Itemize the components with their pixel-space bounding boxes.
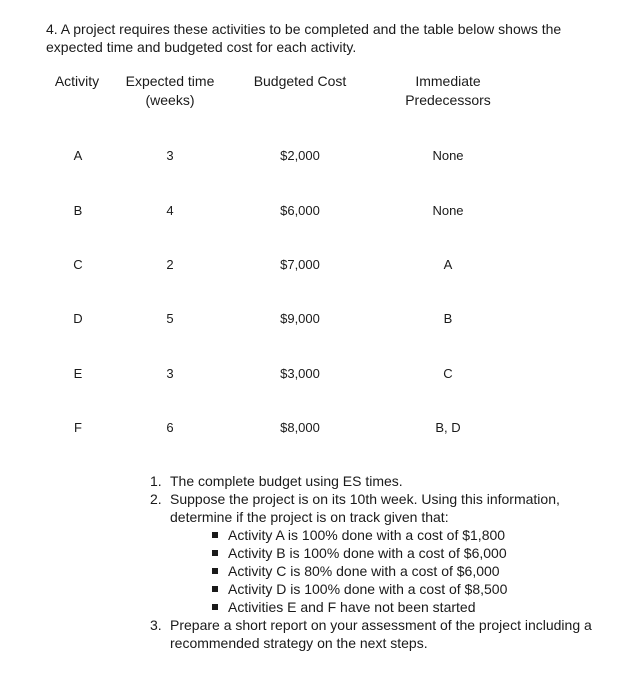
bullet-item <box>210 580 626 598</box>
square-bullet-icon <box>212 604 218 610</box>
bullet-item <box>210 544 626 562</box>
question-text: The complete budget using ES times. <box>170 473 403 489</box>
status-bullet-list <box>170 526 626 616</box>
table-row <box>0 364 638 384</box>
bullet-item <box>210 562 626 580</box>
bullet-text: Activity D is 100% done with a cost of $8,500 <box>228 581 508 597</box>
cell-cost: $9,000 <box>280 311 320 326</box>
question-list <box>146 472 626 652</box>
bullet-item <box>210 526 626 544</box>
header-expected-time <box>115 72 225 110</box>
cell-activity: C <box>73 257 83 272</box>
cell-cost: $8,000 <box>280 420 320 435</box>
question-item <box>146 490 626 616</box>
header-pred-line1: Immediate <box>415 73 481 89</box>
square-bullet-icon <box>212 568 218 574</box>
header-time-line2: (weeks) <box>145 92 195 108</box>
question-text: Suppose the project is on its 10th week. Using this information, determine if the project is on track given that: <box>170 491 560 525</box>
table-row <box>0 255 638 275</box>
header-predecessors <box>388 72 508 110</box>
table-row <box>0 146 638 166</box>
header-cost-label: Budgeted Cost <box>253 73 347 89</box>
cell-predecessors: B <box>443 311 453 326</box>
cell-activity: A <box>73 148 83 163</box>
question-text: Prepare a short report on your assessment of the project including a recommended strategy on the next steps. <box>170 617 592 651</box>
cell-activity: B <box>73 203 83 218</box>
cell-predecessors: C <box>443 366 453 381</box>
cell-activity: E <box>73 366 83 381</box>
cell-time: 2 <box>166 257 174 272</box>
header-time-line1: Expected time <box>125 73 215 89</box>
question-number: 1. <box>150 473 162 489</box>
cell-time: 3 <box>166 366 174 381</box>
bullet-item <box>210 598 626 616</box>
table-row <box>0 418 638 438</box>
bullet-text: Activities E and F have not been started <box>228 599 476 615</box>
table-row <box>0 309 638 329</box>
cell-time: 6 <box>166 420 174 435</box>
cell-predecessors: B, D <box>435 420 461 435</box>
question-number: 2. <box>150 491 162 507</box>
square-bullet-icon <box>212 532 218 538</box>
header-budgeted-cost <box>240 72 360 91</box>
cell-cost: $7,000 <box>280 257 320 272</box>
problem-statement: 4. A project requires these activities to be completed and the table below shows the expected time and budgeted cost for each activity. <box>46 21 562 55</box>
cell-cost: $6,000 <box>280 203 320 218</box>
cell-activity: D <box>73 311 83 326</box>
bullet-text: Activity C is 80% done with a cost of $6,000 <box>228 563 500 579</box>
cell-predecessors: None <box>432 148 464 163</box>
question-item <box>146 616 626 652</box>
cell-cost: $3,000 <box>280 366 320 381</box>
cell-predecessors: None <box>432 203 464 218</box>
cell-time: 5 <box>166 311 174 326</box>
cell-predecessors: A <box>443 257 453 272</box>
cell-time: 3 <box>166 148 174 163</box>
bullet-text: Activity B is 100% done with a cost of $6,000 <box>228 545 507 561</box>
bullet-text: Activity A is 100% done with a cost of $1,800 <box>228 527 506 543</box>
question-item <box>146 472 626 490</box>
header-activity <box>45 72 109 91</box>
header-activity-label: Activity <box>54 73 100 89</box>
question-number: 3. <box>150 617 162 633</box>
cell-activity: F <box>74 420 82 435</box>
square-bullet-icon <box>212 550 218 556</box>
header-pred-line2: Predecessors <box>405 92 491 108</box>
table-row <box>0 201 638 221</box>
cell-cost: $2,000 <box>280 148 320 163</box>
cell-time: 4 <box>166 203 174 218</box>
square-bullet-icon <box>212 586 218 592</box>
